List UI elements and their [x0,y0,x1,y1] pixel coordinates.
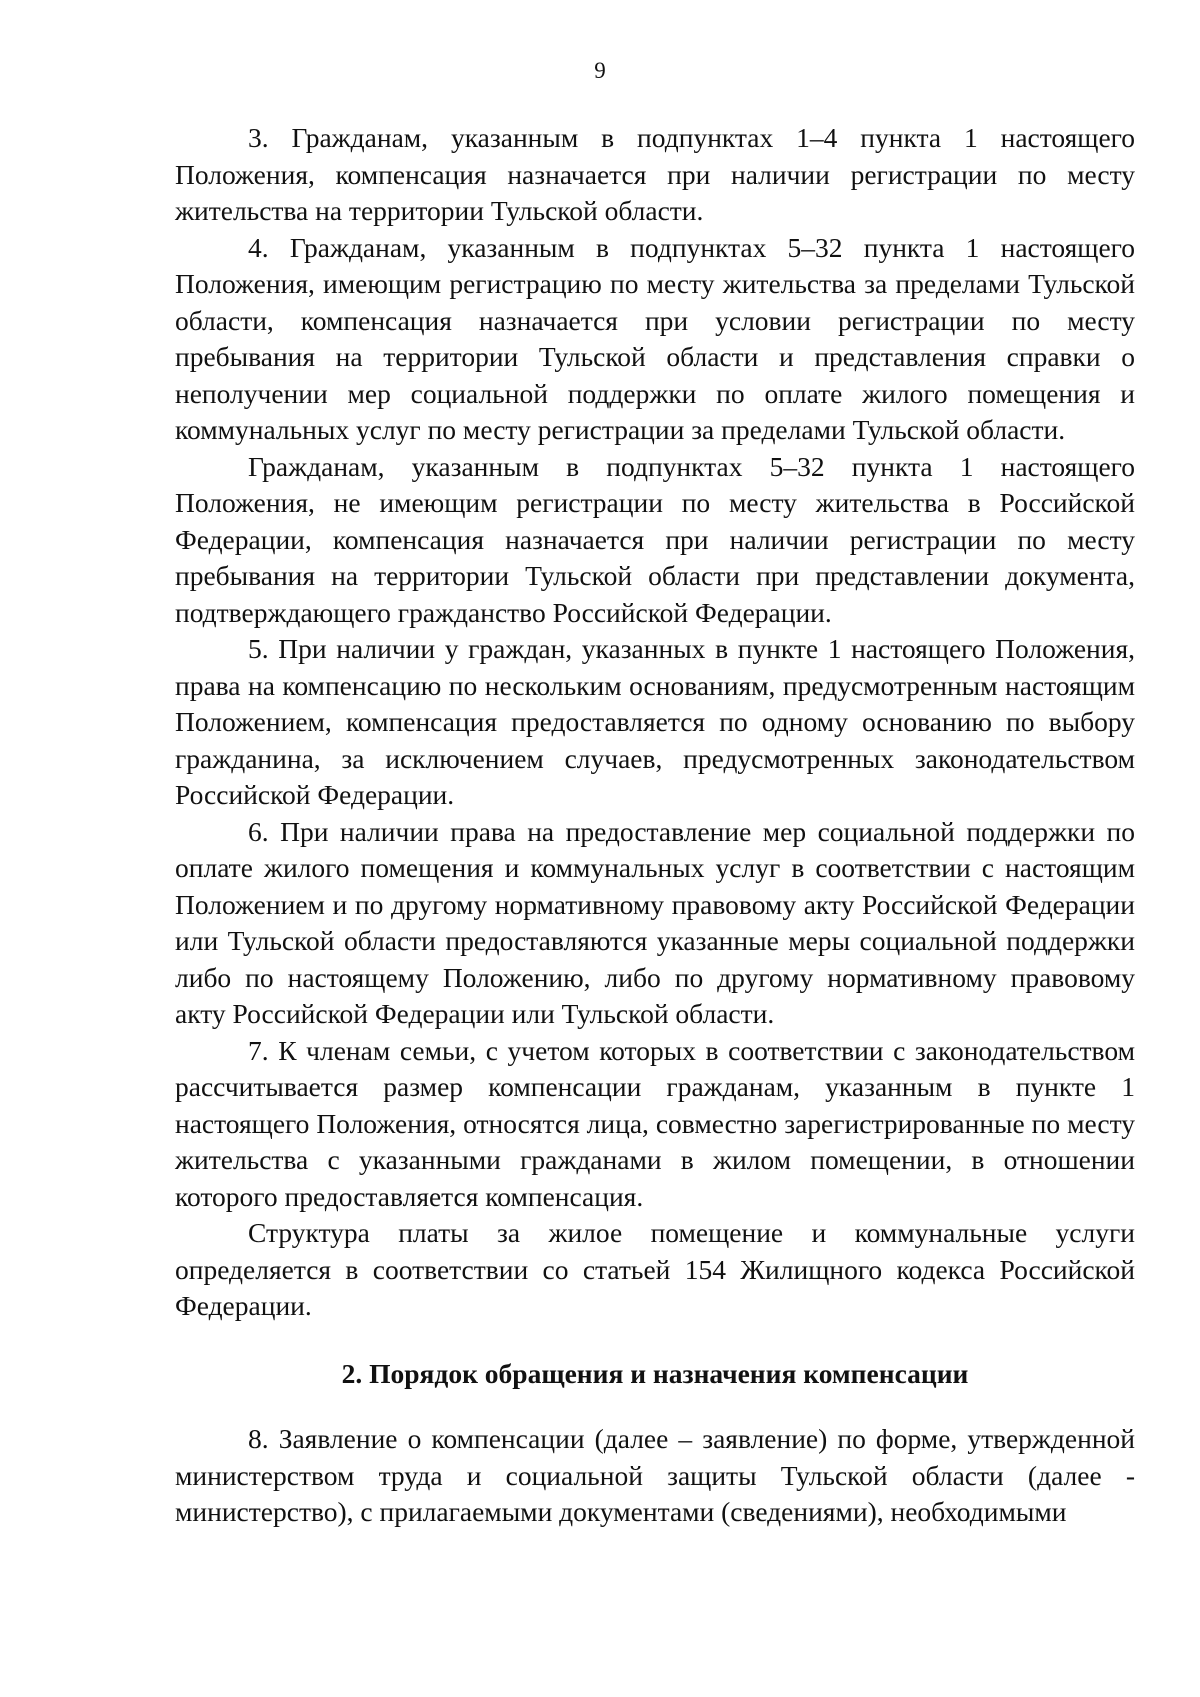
paragraph-4: 4. Гражданам, указанным в подпунктах 5–32 пункта 1 настоящего Положения, имеющим регистрацию по месту жительства за пределами Тульской области, компенсация назначается при условии регистрации по месту пребывания на территории Тульской области и представления справки о неполучении мер социальной поддержки по оплате жилого помещения и коммунальных услуг по месту регистрации за пределами Тульской области. [175,231,1135,445]
section-heading: 2. Порядок обращения и назначения компенсации [341,1357,969,1389]
paragraph-5: 5. При наличии у граждан, указанных в пункте 1 настоящего Положения, права на компенсацию по нескольким основаниям, предусмотренным настоящим Положением, компенсация предоставляется по одному основанию по выбору гражданина, за исключением случаев, предусмотренных законодательством Российской Федерации. [175,633,1135,810]
document-body [175,120,1135,1531]
page-number: 9 [594,58,606,83]
paragraph-3: 3. Гражданам, указанным в подпунктах 1–4 пункта 1 настоящего Положения, компенсация назначается при наличии регистрации по месту жительства на территории Тульской области. [175,122,1135,226]
paragraph-4-continued: Гражданам, указанным в подпунктах 5–32 пункта 1 настоящего Положения, не имеющим регистрации по месту жительства в Российской Федерации, компенсация назначается при наличии регистрации по месту пребывания на территории Тульской области при представлении документа, подтверждающего гражданство Российской Федерации. [175,450,1135,628]
paragraph-8: 8. Заявление о компенсации (далее – заявление) по форме, утвержденной министерством труда и социальной защиты Тульской области (далее - министерство), с прилагаемыми документами (сведениями), необходимыми [175,1423,1135,1527]
paragraph-7: 7. К членам семьи, с учетом которых в соответствии с законодательством рассчитывается размер компенсации гражданам, указанным в пункте 1 настоящего Положения, относятся лица, совместно зарегистрированные по месту жительства с указанными гражданами в жилом помещении, в отношении которого предоставляется компенсация. [175,1034,1135,1212]
paragraph-6: 6. При наличии права на предоставление мер социальной поддержки по оплате жилого помещения и коммунальных услуг в соответствии с настоящим Положением и по другому нормативному правовому акту Российской Федерации или Тульской области предоставляются указанные меры социальной поддержки либо по настоящему Положению, либо по другому нормативному правовому акту Российской Федерации или Тульской области. [175,815,1135,1029]
paragraph-7-continued: Структура платы за жилое помещение и коммунальные услуги определяется в соответствии со статьей 154 Жилищного кодекса Российской Федерации. [175,1217,1135,1321]
